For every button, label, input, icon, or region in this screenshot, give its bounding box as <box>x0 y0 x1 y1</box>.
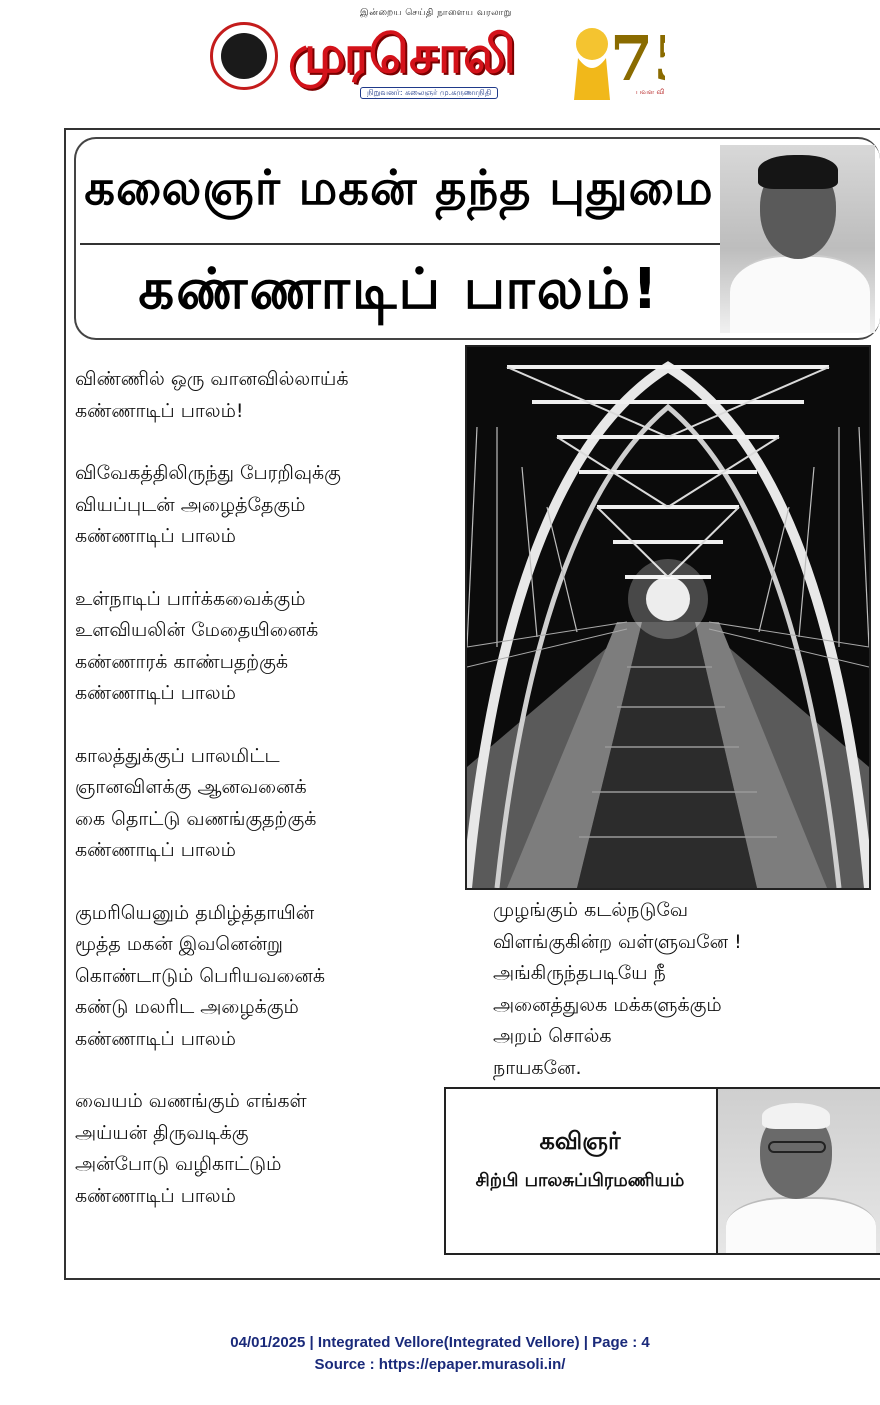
anniversary-logo <box>570 8 665 103</box>
masthead-tagline: இன்றைய செய்தி நாளைய வரலாறு <box>360 8 512 18</box>
poem-line: கண்ணாடிப் பாலம் <box>75 1027 236 1050</box>
headline-portrait <box>720 145 875 333</box>
poem-line: முழங்கும் கடல்நடுவே <box>493 899 689 921</box>
poem-line: கொண்டாடும் பெரியவனைக் <box>75 964 326 987</box>
poem-line: மூத்த மகன் இவனென்று <box>75 933 283 955</box>
anniversary-number: 7 <box>610 22 654 95</box>
poem-line: அய்யன் திருவடிக்கு <box>75 1121 249 1144</box>
glasses-icon <box>768 1141 826 1153</box>
poem-line: கண்ணாரக் காண்பதற்குக் <box>75 650 289 673</box>
poet-portrait <box>716 1089 880 1253</box>
poem-line: அனைத்துலக மக்களுக்கும் <box>493 993 722 1016</box>
poem-line: கண்ணாடிப் பாலம் <box>75 525 236 547</box>
poem-line: உள்நாடிப் பார்க்கவைக்கும் <box>75 587 306 610</box>
poem-line: விண்ணில் ஒரு வானவில்லாய்க் <box>75 368 349 390</box>
poem-line: அறம் சொல்க <box>493 1025 612 1047</box>
anniversary-label: பவள வி <box>636 88 665 96</box>
poem-line: ஞானவிளக்கு ஆனவனைக் <box>75 776 307 798</box>
poem-stanza <box>75 364 455 427</box>
poem-line: விவேகத்திலிருந்து பேரறிவுக்கு <box>75 462 341 484</box>
poem-stanza <box>75 458 455 553</box>
poet-title: கவிஞர் <box>539 1127 621 1155</box>
headline-line1: கலைஞர் மகன் தந்த புதுமை <box>84 160 714 216</box>
founder-line: நிறுவனர்: கலைஞர் மு.கருணாநிதி <box>360 87 498 99</box>
poem-line: உளவியலின் மேதையினைக் <box>75 619 319 641</box>
poem-line: கண்ணாடிப் பாலம் <box>75 682 236 704</box>
poet-name: சிற்பி பாலசுப்பிரமணியம் <box>475 1170 685 1191</box>
page-footer <box>0 1332 880 1376</box>
poem-line: குமரியெனும் தமிழ்த்தாயின் <box>75 901 315 924</box>
poem-line: வியப்புடன் அழைத்தேகும் <box>75 493 306 516</box>
poem-stanza <box>75 584 455 710</box>
poem-stanza <box>75 1086 455 1212</box>
headline-line2: கண்ணாடிப் பாலம்! <box>138 256 660 322</box>
poem-line: கண்ணாடிப் பாலம்! <box>75 399 244 422</box>
poem-line: வையம் வணங்கும் எங்கள் <box>75 1090 307 1112</box>
poem-line: அங்கிருந்தபடியே நீ <box>493 962 666 984</box>
party-emblem-icon <box>210 22 278 90</box>
poem-line: கை தொட்டு வணங்குதற்குக் <box>75 807 317 830</box>
poem-line: விளங்குகின்ற வள்ளுவனே ! <box>493 930 742 953</box>
poem-line: கண்டு மலரிட அழைக்கும் <box>75 996 299 1018</box>
poem-stanza <box>75 741 455 867</box>
poem-left-column <box>75 364 455 1243</box>
footer-edition-line: 04/01/2025 | Integrated Vellore(Integrated Vellore) | Page : 4 <box>230 1334 650 1351</box>
poem-line: கண்ணாடிப் பாலம் <box>75 1184 236 1207</box>
poem-line: கண்ணாடிப் பாலம் <box>75 839 236 861</box>
poem-line: அன்போடு வழிகாட்டும் <box>75 1153 282 1175</box>
poem-line: நாயகனே. <box>493 1056 582 1079</box>
newspaper-logo[interactable]: முரசொலி <box>288 25 514 85</box>
masthead <box>210 8 670 103</box>
poem-closing-stanza <box>493 895 863 1084</box>
anniversary-face-icon <box>576 28 608 60</box>
poem-line: காலத்துக்குப் பாலமிட்ட <box>75 744 280 767</box>
footer-source-link[interactable]: Source : https://epaper.murasoli.in/ <box>314 1356 566 1373</box>
poem-stanza <box>75 898 455 1056</box>
glass-bridge-photo <box>465 345 871 890</box>
